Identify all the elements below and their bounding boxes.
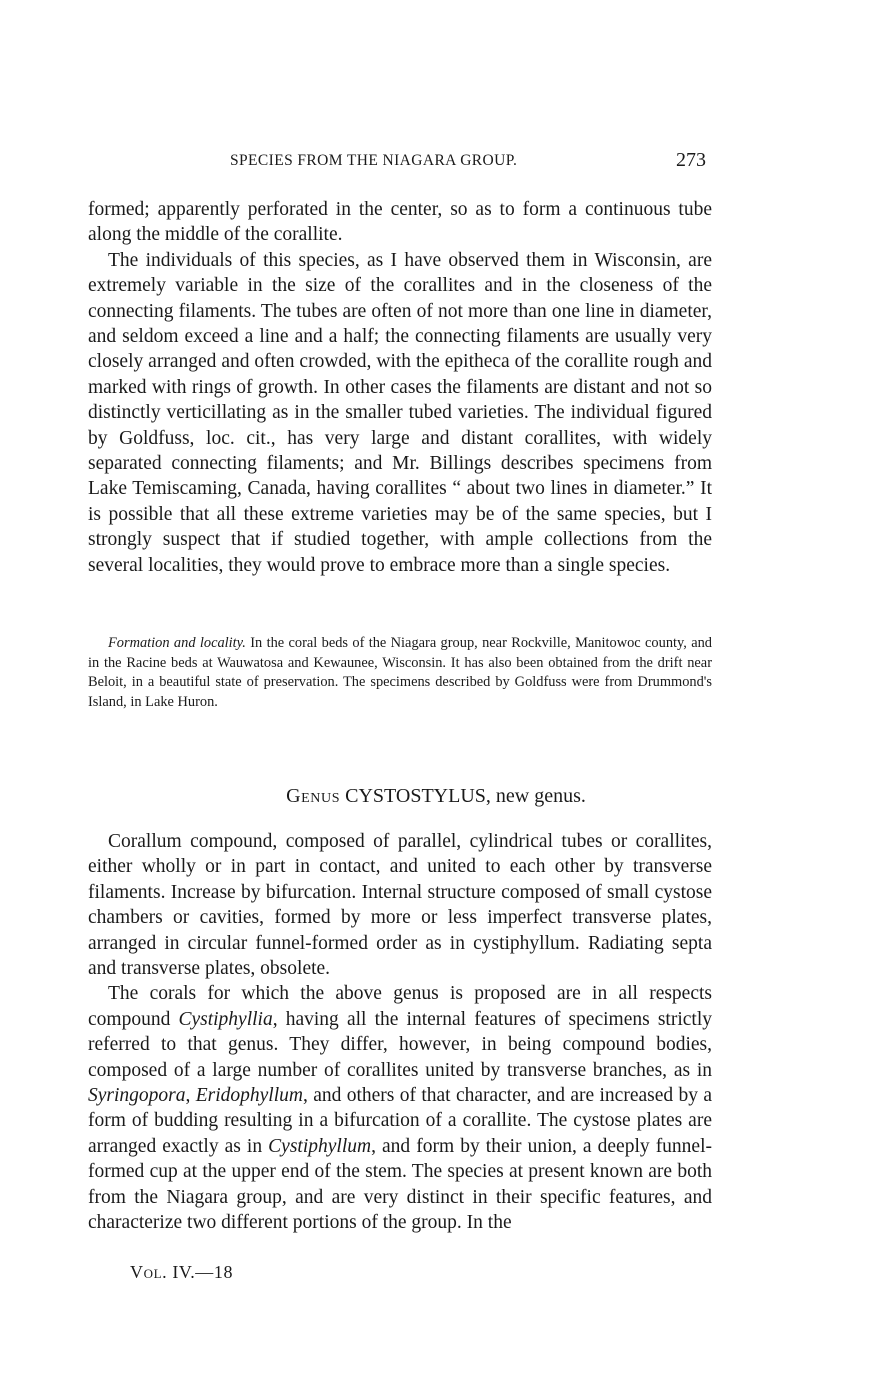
species-description bbox=[88, 197, 712, 578]
paragraph-continued: formed; apparently perforated in the center, so as to form a continuous tube along the middle of the corallite. bbox=[88, 199, 712, 246]
genus-description bbox=[88, 829, 712, 1236]
paragraph-variability: The individuals of this species, as I have observed them in Wisconsin, are extremely variable in the size of the corallites and in the closeness of the connecting filaments. The tubes are often of not more than one line in diameter, and seldom exceed a line and a half; the connecting filaments are usually very closely arranged and often crowded, with the epitheca of the corallite rough and marked with rings of growth. In other cases the filaments are distant and not so distinctly verticillating as in the smaller tubed varieties. The individual figured by Goldfuss, loc. cit., has very large and distant corallites, with widely separated connecting filaments; and Mr. Billings describes specimens from Lake Temiscaming, Canada, having corallites “ about two lines in diameter.” It is possible that all these extreme varieties may be of the same species, but I strongly suspect that if studied together, with ample collections from the several localities, they would prove to embrace more than a single species. bbox=[88, 249, 712, 576]
genus-name: CYSTOSTYLUS, bbox=[345, 785, 491, 807]
taxon-name: Syringopora bbox=[88, 1085, 186, 1107]
genus-suffix: new genus. bbox=[495, 785, 586, 807]
formation-locality-note bbox=[88, 634, 712, 712]
paragraph-corallum: Corallum compound, composed of parallel, cylindrical tubes or corallites, either wholly or in part in contact, and united to each other by transverse filaments. Increase by bifurcation. Internal structure composed of small cystose chambers or cavities, formed by more or less imperfect transverse plates, arranged in circular funnel-formed order as in cystiphyllum. Radiating septa and transverse plates, obsolete. bbox=[88, 831, 712, 980]
genus-heading bbox=[0, 785, 872, 808]
text-run: , having all the internal features of specimens strictly referred to that genus. They differ, however, in being compound bodies, composed of a large number of corallites united by transverse branches, as in bbox=[88, 1008, 712, 1081]
page-number: 273 bbox=[676, 149, 706, 171]
running-title: SPECIES FROM THE NIAGARA GROUP. bbox=[230, 152, 518, 169]
taxon-name: Cystiphyllum bbox=[268, 1135, 372, 1157]
note-paragraph bbox=[88, 634, 712, 712]
genus-prefix: Genus bbox=[286, 785, 341, 807]
text-run: , and form by their union, a deeply funnel-formed cup at the upper end of the stem. The species at present known are both from the Niagara group, and are very distinct in their specific features, and characterize two different portions of the group. In the bbox=[88, 1135, 712, 1234]
page-header bbox=[88, 149, 712, 180]
text-run: The corals for which the above genus is proposed are in all respects compound bbox=[88, 983, 712, 1030]
taxon-name: Eridophyllum bbox=[195, 1085, 303, 1107]
text-run: , bbox=[185, 1085, 191, 1107]
text-run: , and others of that character, and are increased by a form of budding resulting in a bifurcation of a corallite. The cystose plates are arranged exactly as in bbox=[88, 1085, 712, 1157]
note-label: Formation and locality. bbox=[108, 635, 246, 651]
volume-signature: Vol. IV.—18 bbox=[130, 1262, 234, 1282]
taxon-name: Cystiphyllia bbox=[178, 1008, 273, 1030]
note-text: In the coral beds of the Niagara group, near Rockville, Manitowoc county, and in the Racine beds at Wauwatosa and Kewaunee, Wisconsin. It has also been obtained from the drift near Beloit, in a beautiful state of preservation. The specimens described by Goldfuss were from Drummond's Island, in Lake Huron. bbox=[88, 635, 713, 710]
paragraph-corals-comparison bbox=[88, 981, 712, 1235]
